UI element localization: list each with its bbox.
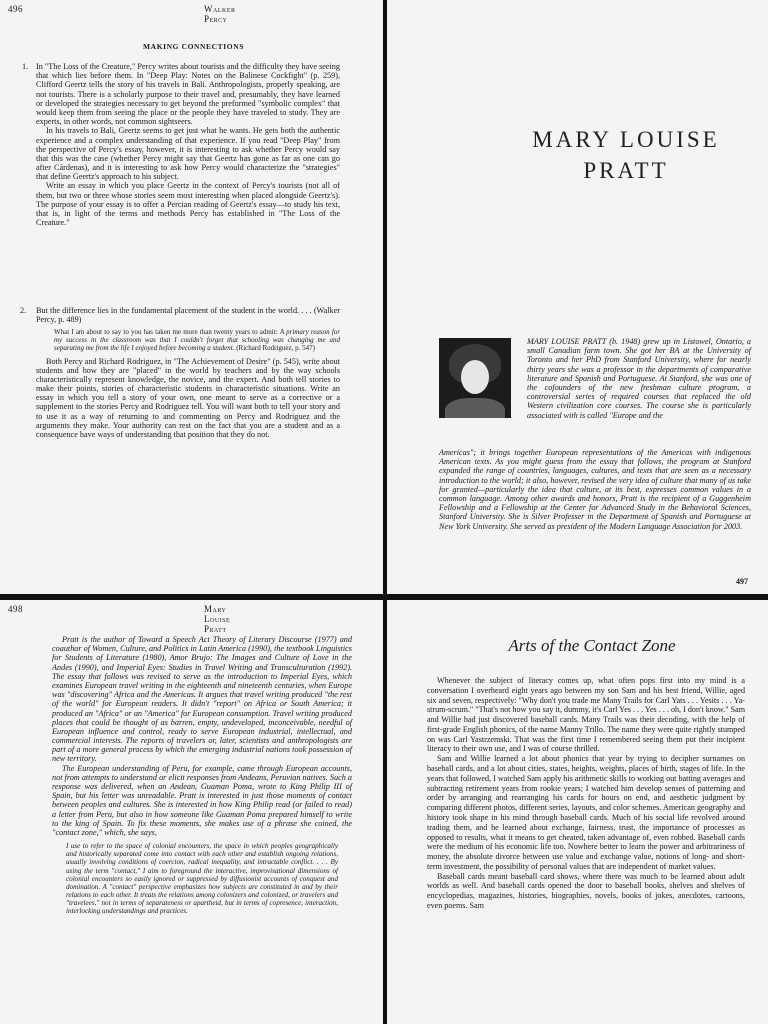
question-1-para-1: In "The Loss of the Creature," Percy writes about tourists and the difficulty they have seeing that which lies before them. In "Deep Play: Notes on the Balinese Cockfight" (p. 259), Clifford Geertz tells the story of his travels in Bali. Anthropologists, properly speaking, are not tourists. There is a scholarly purpose to their travel and, presumably, they have learned or developed the strategies necessary to get beyond the preformed "symbolic complex" that would keep them from seeing the place or the people they have traveled to study. They are experts, in other words, not common sightseers. [36,62,340,127]
author-title-line-1: MARY LOUISE [532,127,720,152]
author-title [511,124,741,186]
question-1-para-2: In his travels to Bali, Geertz seems to get just what he wants. He gets both the authentic experience and a complex understanding of that experience. If you read "Deep Play" from the perspective of Percy's essay, however, it is interesting to ask whether Percy would say that this was the case (whether Percy might say that Geertz has gone as far as one can go after Cárdenas), and it is interesting to ask how Percy would characterize the "strategies" that define Geertz's approach to his subject. [36,126,340,182]
author-photo [439,338,511,418]
page-499 [387,600,768,1024]
question-2 [20,306,340,440]
quote-2-italic: A primary reason for my success in the classroom was that I couldn't forget that schooling was changing me and separating me from the life I enjoyed before becoming a student. [54,328,340,353]
question-2-quote-1: But the difference lies in the fundamental placement of the student in the world. . . . (Walker Percy, p. 489) [36,306,340,325]
page-497 [387,0,768,594]
essay-body [427,676,745,911]
author-title-line-2: PRATT [583,158,669,184]
essay-para-1: Whenever the subject of literacy comes up, what often pops first into my mind is a conversation I overheard eight years ago between my son Sam and his best friend, Willie, aged six and seven, respectively: "Why don't you trade me Many Trails for Carl Yats . . . Yesits . . . Ya-strum-scrum." "That's not how you say it, dummy, it's Carl Yes . . . Yes . . . oh, I don't know." Sam and Willie had just discovered baseball cards. Many Trails was their decoding, with the help of first-grade English phonics, of the name Manny Trillo. The name they were quite rightly stumped on was Carl Yastrzemski. That was the first time I remembered seeing them put their incipient literacy to their own use, and I was of course thrilled. [427,676,745,754]
photo-face [461,360,489,394]
question-2-quote-2 [54,328,340,352]
essay-para-2: Sam and Willie learned a lot about phonics that year by trying to decipher surnames on baseball cards, and a lot about cities, states, heights, weights, places of birth, stages of life. In the years that followed, I watched Sam apply his arithmetic skills to working out batting averages and subtracting retirement years from rookie years; I watched him develop senses of patterning and order by arranging and rearranging his cards for hours on end, and aesthetic judgment by comparing different photos, different series, layouts, and color schemes. American geography and history took shape in his mind through baseball cards. Much of his social life revolved around trading them, and he learned about exchange, fairness, trust, the importance of processes as opposed to results, what it means to get cheated, taken advantage of, even robbed. Baseball cards were the medium of his economic life too. Nowhere better to learn the power and arbitrariness of money, the absolute divorce between use value and exchange value, notions of long- and short-term investment, the possibility of personal values that are independent of market values. [427,754,745,871]
essay-title: Arts of the Contact Zone [508,636,676,655]
essay-para-3: Baseball cards meant baseball card shows, where there was much to be learned about adult worlds as well. And baseball cards opened the door to baseball books, shelves and shelves of encyclopedias, magazines, histories, biographies, novels, books of jokes, anecdotes, cartoons, even poems. Sam [427,871,745,910]
bio-para-2: The European understanding of Peru, for example, came through European accounts, not from attempts to understand or elicit responses from Andeans, Peruvian natives. Such a response was delivered, when an Andean, Guaman Poma, wrote to King Philip III of Spain, but his letter was unreadable. Pratt is interested in just those moments of contact between peoples and cultures. She is interested in how King Philip read (or failed to read) a letter from Peru, but also in how someone like Guaman Poma prepared himself to write to the king of Spain. To fix these moments, she makes use of a phrase she coined, the "contact zone," which, she says, [52,763,352,837]
running-head-title: Walker Percy [204,4,236,24]
author-bio-side: MARY LOUISE PRATT (b. 1948) grew up in Listowel, Ontario, a small Canadian farm town. She got her BA at the University of Toronto and her PhD from Stanford University, where for nearly thirty years she was a professor in the departments of comparative literature and Spanish and Portuguese. At Stanford, she was one of the cofounders of the new freshman culture program, a controversial series of required courses that replaced the old Western civilization core courses. The course she is particularly associated with is called "Europe and the [527,337,751,420]
page-number-496: 496 [8,4,23,14]
contact-zone-quote: I use to refer to the space of colonial encounters, the space in which peoples geographically and historically separated come into contact with each other and establish ongoing relations, usually involving conditions of coercion, radical inequality, and intractable conflict. . . . By using the term "contact," I aim to foreground the interactive, improvisational dimensions of colonial encounters so easily ignored or suppressed by diffusionist accounts of conquest and domination. A "contact" perspective emphasizes how subjects are constituted in and by their relations to each other. It treats the relations among colonizers and colonized, or travelers and "travelees," not in terms of separateness or apartheid, but in terms of copresence, interaction, interlocking understandings and practices. [66,842,338,916]
author-bio-continued: Americas"; it brings together European representations of the Americas with indigenous American texts. As you might guess from the essay that follows, the program at Stanford expanded the range of countries, languages, cultures, and texts that are seen as a necessary introduction to the world; it also, however, revised the very idea of culture that many of us take for granted—particularly the idea that culture, at its best, expresses common values in a common language. Among other awards and honors, Pratt is the recipient of a Guggenheim Fellowship and a Fellowship at the Center for Advanced Study in the Behavioral Sciences, Stanford University. She is Silver Professer in the Department of Spanish and Portuguese at New York University. She served as president of the Modern Language Association for 2003. [439,448,751,531]
question-1 [22,62,340,228]
running-head-author: Mary Louise Pratt [204,604,231,634]
quote-2-lead: What I am about to say to you has taken me more than twenty years to admit: [54,328,280,337]
page-number-497: 497 [736,577,748,586]
bio-continuation [52,635,352,916]
question-1-label: 1. [22,62,29,71]
page-496 [0,0,383,594]
quote-2-cite: (Richard Rodriguez, p. 547) [234,344,315,353]
page-498 [0,600,383,1024]
photo-body [445,398,505,418]
bio-para-1: Pratt is the author of Toward a Speech Act Theory of Literary Discourse (1977) and coauthor of Women, Culture, and Politics in Latin America (1990), the textbook Linguistics for Students of Literature (1980), Amor Brujo: The Images and Culture of Love in the Andes (1990), and Imperial Eyes: Studies in Travel Writing and Transculturation (1992). The essay that follows was revised to serve as the introduction to Imperial Eyes, which examines European travel writing in the eighteenth and nineteenth centuries, when Europe was "discovering" Africa and the Americas. It argues that travel writing produced "the rest of the world" for European readers. It didn't "report" on Africa or South America; it produced an "Africa" or an "America" for European consumption. Travel writing produced places that could be thought of as barren, empty, undeveloped, inconceivable, needful of European influence and control, ready to serve European industrial, intellectual, and commercial interests. The reports of travelers or, later, scientists and anthropologists are part of a more general process by which the emerging industrial nations took possession of new territory. [52,635,352,764]
question-2-label: 2. [20,306,27,315]
question-1-para-3: Write an essay in which you place Geertz in the context of Percy's tourists (not all of them, but two or three whose stories seem most interesting when placed alongside Geertz's). The purpose of your essay is to offer a Percian reading of Geertz's essay—to study his text, that is, in light of the terms and methods Percy has established in "The Loss of the Creature." [36,181,340,228]
section-title: MAKING CONNECTIONS [143,42,245,51]
question-2-para: Both Percy and Richard Rodriguez, in "The Achievement of Desire" (p. 545), write about students and how they are "placed" in the world by teachers and by the way schools characteristically represent knowledge, the novice, and the expert. And both tell stories to make their points, stories of characteristic students in characteristic situations. Write an essay in which you tell a story of your own, one meant to serve as a corrective or a supplement to the stories Percy and Rodriguez tell. You will want both to tell your story and to use it as a way of returning to and commenting on Percy and Rodriguez and the arguments they make. Your authority can rest on the fact that you are a student and as a consequence have ways of understanding that position that they do not. [36,356,340,440]
page-number-498: 498 [8,604,23,614]
